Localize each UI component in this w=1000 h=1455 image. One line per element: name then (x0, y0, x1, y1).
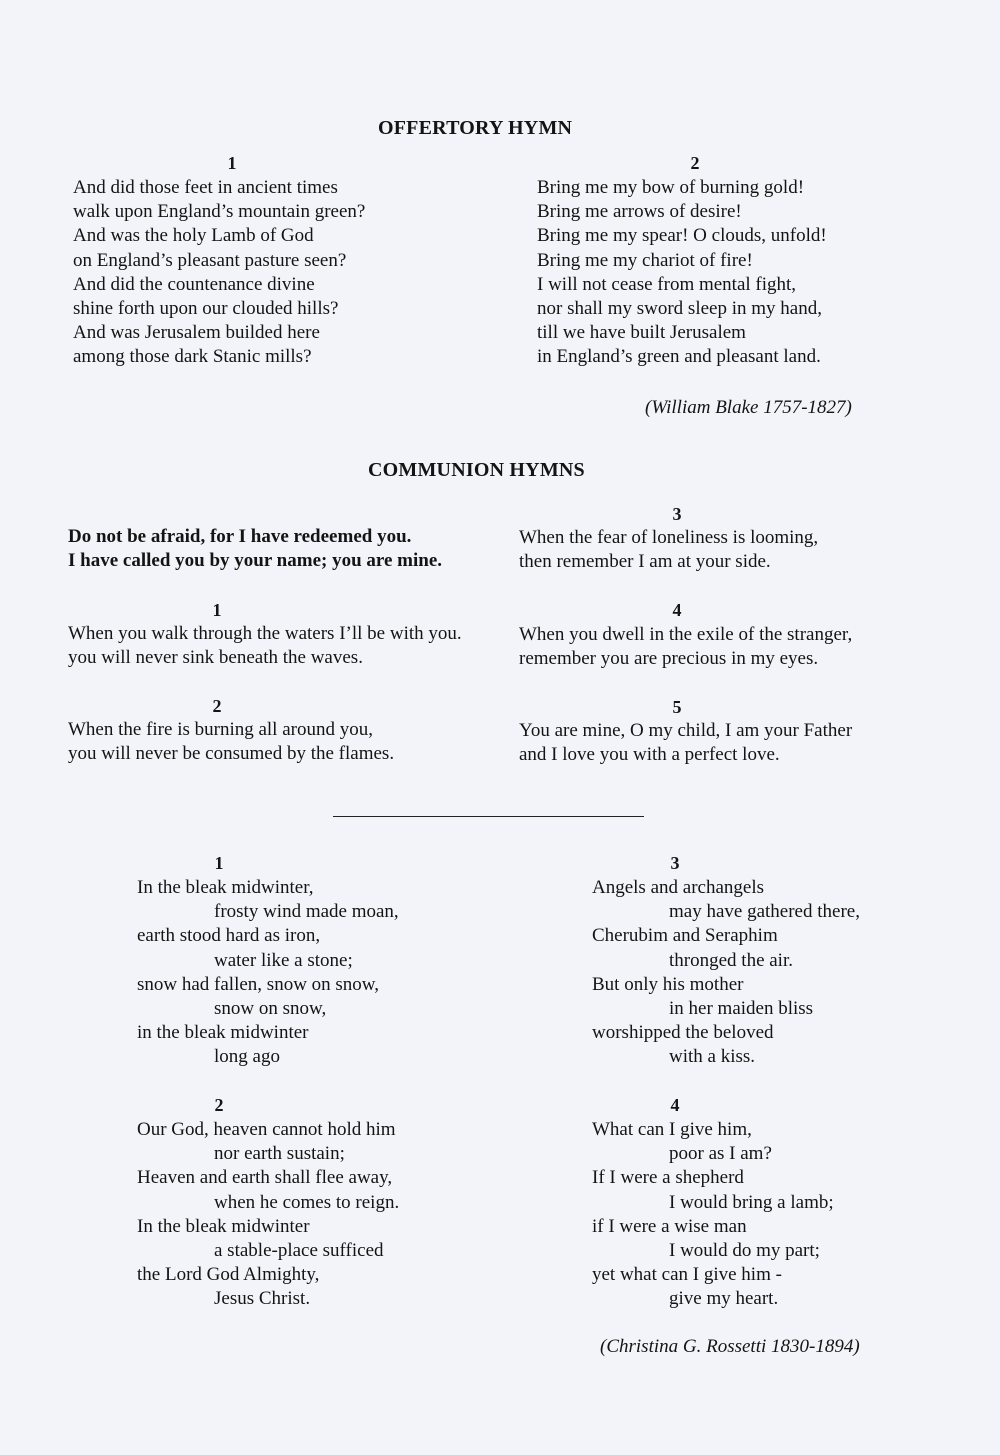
verse-line: Cherubim and Seraphim (592, 925, 778, 947)
offertory-title: OFFERTORY HYMN (378, 117, 573, 139)
verse-line: a stable-place sufficed (214, 1239, 384, 1261)
verse-line: snow on snow, (214, 997, 327, 1019)
verse-line: Bring me my chariot of fire! (537, 249, 753, 271)
offertory-verse-1-number: 1 (227, 153, 237, 173)
verse-line: In the bleak midwinter, (137, 877, 314, 898)
verse-line: And was the holy Lamb of God (73, 225, 314, 247)
verse-line: When you dwell in the exile of the stranger, (519, 624, 853, 645)
communion-verse-1 (68, 622, 462, 670)
communion-verse-3-number: 3 (672, 504, 682, 524)
verse-line: may have gathered there, (669, 901, 860, 923)
verse-line: Jesus Christ. (214, 1288, 311, 1310)
verse-line: and I love you with a perfect love. (519, 744, 780, 766)
verse-line: And did the countenance divine (73, 273, 315, 295)
refrain-line: I have called you by your name; you are mine. (68, 550, 443, 572)
verse-line: Our God, heaven cannot hold him (137, 1119, 396, 1140)
verse-line: frosty wind made moan, (214, 901, 399, 923)
midwinter-verse-1 (137, 876, 399, 1070)
verse-line: snow had fallen, snow on snow, (137, 973, 380, 995)
verse-line: When the fire is burning all around you, (68, 719, 373, 740)
communion-verse-4 (519, 623, 852, 671)
midwinter-verse-2-number: 2 (214, 1095, 224, 1115)
verse-line: In the bleak midwinter (137, 1215, 310, 1237)
verse-line: if I were a wise man (592, 1215, 747, 1237)
verse-line: Heaven and earth shall flee away, (137, 1167, 393, 1189)
verse-line: you will never sink beneath the waves. (68, 647, 363, 669)
midwinter-verse-1-number: 1 (214, 853, 224, 873)
verse-line: walk upon England’s mountain green? (73, 201, 366, 223)
verse-line: then remember I am at your side. (519, 551, 771, 573)
communion-verse-1-number: 1 (212, 600, 222, 620)
communion-verse-4-number: 4 (672, 600, 682, 620)
midwinter-verse-4 (592, 1118, 834, 1312)
verse-line: You are mine, O my child, I am your Father (519, 720, 853, 741)
offertory-verse-1 (73, 176, 365, 370)
midwinter-attribution: (Christina G. Rossetti 1830-1894) (600, 1336, 860, 1357)
verse-line: among those dark Stanic mills? (73, 346, 312, 368)
verse-line: in her maiden bliss (669, 997, 814, 1019)
verse-line: Bring me arrows of desire! (537, 201, 742, 223)
verse-line: And was Jerusalem builded here (73, 322, 320, 344)
verse-line: water like a stone; (214, 949, 353, 971)
verse-line: when he comes to reign. (214, 1191, 400, 1213)
verse-line: earth stood hard as iron, (137, 925, 321, 947)
verse-line: in England’s green and pleasant land. (537, 346, 821, 368)
communion-verse-3 (519, 526, 818, 574)
verse-line: on England’s pleasant pasture seen? (73, 249, 347, 271)
verse-line: yet what can I give him - (592, 1264, 782, 1286)
verse-line: with a kiss. (669, 1046, 756, 1068)
verse-line: Angels and archangels (592, 877, 764, 898)
verse-line: in the bleak midwinter (137, 1022, 309, 1044)
verse-line: shine forth upon our clouded hills? (73, 297, 339, 319)
verse-line: I will not cease from mental fight, (537, 273, 797, 295)
communion-verse-2 (68, 718, 394, 766)
verse-line: you will never be consumed by the flames. (68, 743, 395, 765)
verse-line: long ago (214, 1046, 280, 1068)
verse-line: till we have built Jerusalem (537, 322, 746, 344)
verse-line: give my heart. (669, 1288, 779, 1310)
refrain-line: Do not be afraid, for I have redeemed you. (68, 526, 412, 547)
verse-line: I would do my part; (669, 1239, 820, 1261)
verse-line: And did those feet in ancient times (73, 177, 338, 198)
verse-line: But only his mother (592, 973, 744, 995)
midwinter-verse-3 (592, 876, 860, 1070)
communion-refrain (68, 525, 442, 573)
communion-verse-5-number: 5 (672, 697, 682, 717)
verse-line: remember you are precious in my eyes. (519, 648, 819, 670)
midwinter-verse-3-number: 3 (670, 853, 680, 873)
offertory-attribution: (William Blake 1757-1827) (645, 397, 852, 418)
verse-line: I would bring a lamb; (669, 1191, 834, 1213)
verse-line: Bring me my bow of burning gold! (537, 177, 805, 198)
communion-verse-2-number: 2 (212, 696, 222, 716)
verse-line: thronged the air. (669, 949, 793, 971)
verse-line: What can I give him, (592, 1119, 752, 1140)
section-divider (333, 816, 644, 817)
offertory-verse-2 (537, 176, 827, 370)
verse-line: worshipped the beloved (592, 1022, 774, 1044)
verse-line: poor as I am? (669, 1143, 772, 1165)
verse-line: Bring me my spear! O clouds, unfold! (537, 225, 827, 247)
verse-line: When the fear of loneliness is looming, (519, 527, 819, 548)
verse-line: nor shall my sword sleep in my hand, (537, 297, 822, 319)
communion-title: COMMUNION HYMNS (368, 459, 585, 481)
midwinter-verse-2 (137, 1118, 399, 1312)
verse-line: If I were a shepherd (592, 1167, 744, 1189)
verse-line: nor earth sustain; (214, 1143, 345, 1165)
offertory-verse-2-number: 2 (690, 153, 700, 173)
communion-verse-5 (519, 719, 852, 767)
verse-line: When you walk through the waters I’ll be with you. (68, 623, 462, 644)
verse-line: the Lord God Almighty, (137, 1264, 320, 1286)
midwinter-verse-4-number: 4 (670, 1095, 680, 1115)
